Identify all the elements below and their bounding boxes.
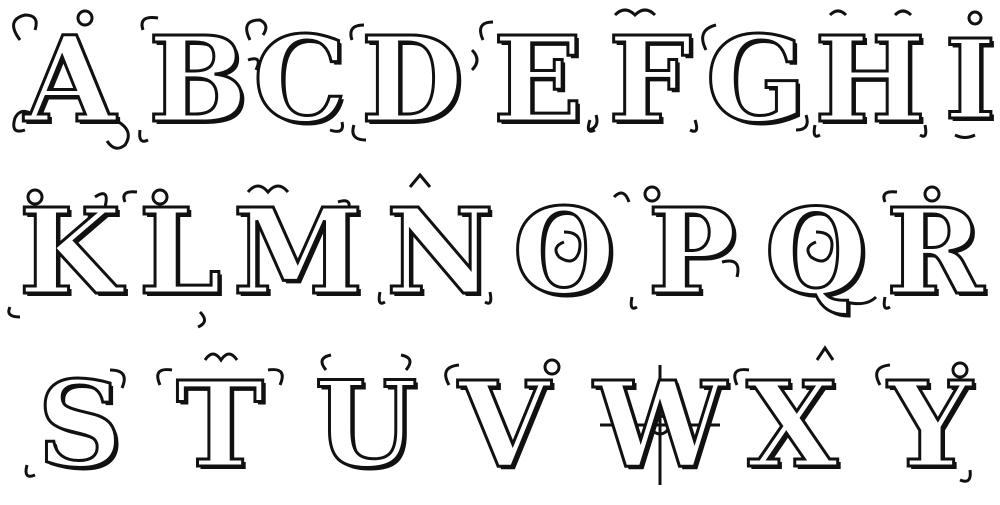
- letter-glyph: C: [253, 10, 347, 149]
- letter-m: [228, 172, 368, 332]
- letter-i: [910, 0, 1000, 160]
- letter-glyph: M: [232, 182, 364, 321]
- letter-v: [434, 345, 574, 505]
- letter-glyph: L: [138, 182, 222, 321]
- letter-glyph: F: [608, 10, 692, 149]
- letter-glyph: X: [746, 355, 838, 494]
- letter-u: [296, 345, 436, 505]
- letter-glyph: Y: [887, 355, 973, 494]
- letter-r: [870, 172, 1000, 332]
- letter-glyph: E: [493, 10, 583, 149]
- letter-glyph: S: [37, 355, 123, 494]
- letter-glyph: N: [386, 182, 494, 321]
- letter-d: [342, 0, 482, 160]
- letter-n: [370, 172, 510, 332]
- alphabet-row-2: [0, 172, 1000, 332]
- letter-w: [590, 345, 730, 505]
- letter-a: [0, 0, 140, 160]
- letter-glyph: G: [705, 10, 807, 149]
- alphabet-row-3: [0, 345, 1000, 505]
- letter-glyph: Q: [764, 182, 868, 321]
- alphabet-row-1: [0, 0, 1000, 160]
- letter-t: [150, 345, 290, 505]
- letter-glyph: W: [593, 355, 727, 494]
- letter-glyph: P: [647, 182, 737, 321]
- letter-glyph: O: [512, 182, 616, 321]
- letter-x: [722, 345, 862, 505]
- letter-glyph: A: [24, 10, 116, 149]
- letter-y: [860, 345, 1000, 505]
- letter-s: [10, 345, 150, 505]
- letter-q: [746, 172, 886, 332]
- letter-glyph: U: [314, 355, 418, 494]
- letter-o: [494, 172, 634, 332]
- letter-glyph: V: [458, 355, 550, 494]
- letter-glyph: H: [814, 10, 926, 149]
- letter-glyph: R: [885, 182, 985, 321]
- letter-glyph: T: [176, 355, 264, 494]
- letter-glyph: I: [944, 15, 996, 144]
- letter-glyph: B: [148, 10, 248, 149]
- letter-glyph: K: [18, 182, 122, 321]
- letter-p: [622, 172, 762, 332]
- letter-glyph: D: [360, 10, 464, 149]
